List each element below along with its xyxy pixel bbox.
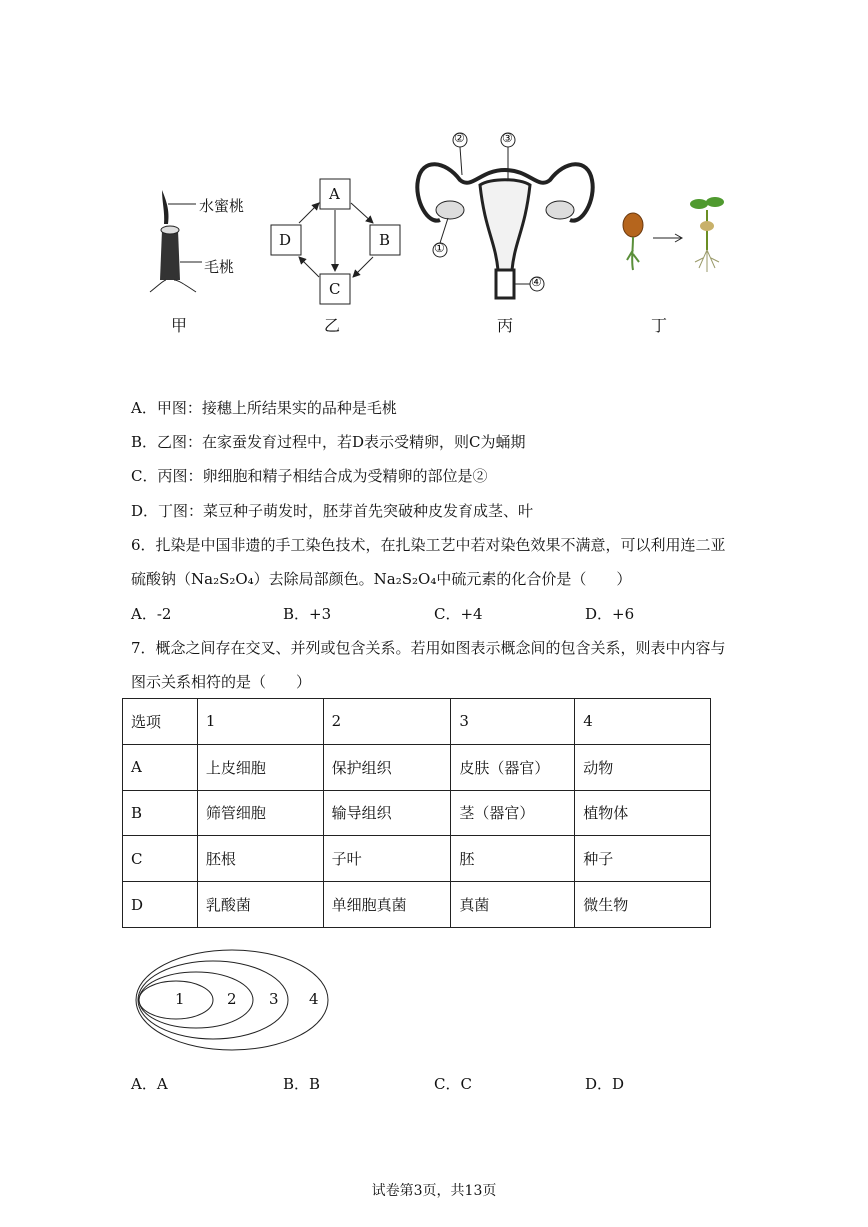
box-b-label: B: [379, 231, 391, 249]
caption-ding: 丁: [651, 316, 668, 335]
table-cell: 单细胞真菌: [323, 882, 451, 928]
caption-bing: 丙: [497, 316, 514, 335]
graft-cut: [161, 226, 179, 234]
scion-branch: [162, 190, 169, 224]
table-cell: 种子: [575, 836, 711, 882]
caption-yi: 乙: [324, 316, 341, 335]
ellipse-label-1: 1: [175, 990, 185, 1008]
seedling-roots: [695, 250, 719, 272]
table-cell: 乳酸菌: [197, 882, 323, 928]
q7-option-c: C．C: [434, 1075, 472, 1093]
table-cell: 输导组织: [323, 790, 451, 836]
table-row: [123, 836, 711, 882]
mark-2: ②: [454, 131, 465, 145]
q7-option-a: A．A: [131, 1075, 168, 1093]
table-row: [123, 744, 711, 790]
table-cell: 胚: [451, 836, 575, 882]
table-header-row: [123, 699, 711, 745]
table-cell: 皮肤（器官）: [451, 744, 575, 790]
table-cell: B: [123, 790, 198, 836]
caption-jia: 甲: [171, 316, 188, 335]
q6-option-b: B．+3: [283, 605, 332, 623]
q5-option-b: B．乙图：在家蚕发育过程中，若D表示受精卵，则C为蛹期: [131, 433, 526, 451]
uterus: [480, 180, 530, 270]
arrow-c-d: [299, 257, 319, 277]
radicle: [627, 237, 639, 270]
table-cell: 茎（器官）: [451, 790, 575, 836]
q6-stem-line2: 硫酸钠（Na₂S₂O₄）去除局部颜色。Na₂S₂O₄中硫元素的化合价是（ ）: [131, 570, 632, 588]
mark-1: ①: [434, 241, 445, 255]
arrow-d-a: [299, 203, 319, 223]
table-header-cell: 选项: [123, 699, 198, 745]
figure-bing-reproductive-system: [410, 130, 600, 300]
q5-option-d: D．丁图：菜豆种子萌发时，胚芽首先突破种皮发育成茎、叶: [131, 502, 534, 520]
box-d-label: D: [279, 231, 292, 249]
mark-4: ④: [531, 275, 542, 289]
box-c-label: C: [329, 280, 341, 298]
table-header-cell: 1: [197, 699, 323, 745]
table-cell: 动物: [575, 744, 711, 790]
ellipse-label-3: 3: [269, 990, 279, 1008]
vagina: [496, 270, 514, 298]
table-cell: 保护组织: [323, 744, 451, 790]
table-row: [123, 882, 711, 928]
q7-option-b: B．B: [283, 1075, 321, 1093]
ovary-right: [546, 201, 574, 219]
rootstock-trunk: [160, 230, 180, 280]
q7-stem-line2: 图示关系相符的是（ ）: [131, 673, 312, 691]
table-cell: 植物体: [575, 790, 711, 836]
ovary-left: [436, 201, 464, 219]
table-cell: A: [123, 744, 198, 790]
ellipse-label-4: 4: [309, 990, 319, 1008]
label-scion: 水蜜桃: [199, 197, 245, 215]
q5-option-c: C．丙图：卵细胞和精子相结合成为受精卵的部位是②: [131, 467, 488, 485]
table-header-cell: 3: [451, 699, 575, 745]
q6-stem-line1: 6．扎染是中国非遗的手工染色技术，在扎染工艺中若对染色效果不满意，可以利用连二亚: [131, 536, 726, 554]
table-header-cell: 2: [323, 699, 451, 745]
q7-option-d: D．D: [585, 1075, 625, 1093]
table-header-cell: 4: [575, 699, 711, 745]
bean-seed: [623, 213, 643, 237]
page-footer: 试卷第3页，共13页: [371, 1183, 497, 1199]
table-cell: C: [123, 836, 198, 882]
mark-3: ③: [502, 131, 513, 145]
table-cell: 真菌: [451, 882, 575, 928]
q7-stem-line1: 7．概念之间存在交叉、并列或包含关系。若用如图表示概念间的包含关系，则表中内容与: [131, 639, 726, 657]
q6-option-c: C．+4: [434, 605, 483, 623]
arrow-a-b: [351, 203, 373, 223]
table-cell: 子叶: [323, 836, 451, 882]
box-a-label: A: [329, 185, 340, 203]
cotyledon: [700, 221, 714, 231]
seedling-leaf-left: [690, 199, 708, 209]
q6-option-a: A．-2: [131, 605, 172, 623]
q6-option-d: D．+6: [585, 605, 635, 623]
table-cell: D: [123, 882, 198, 928]
q7-options-table: [122, 698, 711, 928]
table-row: [123, 790, 711, 836]
table-cell: 上皮细胞: [197, 744, 323, 790]
ellipse-label-2: 2: [227, 990, 237, 1008]
label-stock: 毛桃: [204, 258, 235, 276]
figure-ding-germination: [615, 190, 730, 280]
table-cell: 筛管细胞: [197, 790, 323, 836]
arrow-b-c: [353, 257, 373, 277]
seedling-leaf-right: [706, 197, 724, 207]
table-cell: 胚根: [197, 836, 323, 882]
table-cell: 微生物: [575, 882, 711, 928]
q5-option-a: A．甲图：接穗上所结果实的品种是毛桃: [131, 399, 397, 417]
ground-line: [150, 280, 196, 292]
